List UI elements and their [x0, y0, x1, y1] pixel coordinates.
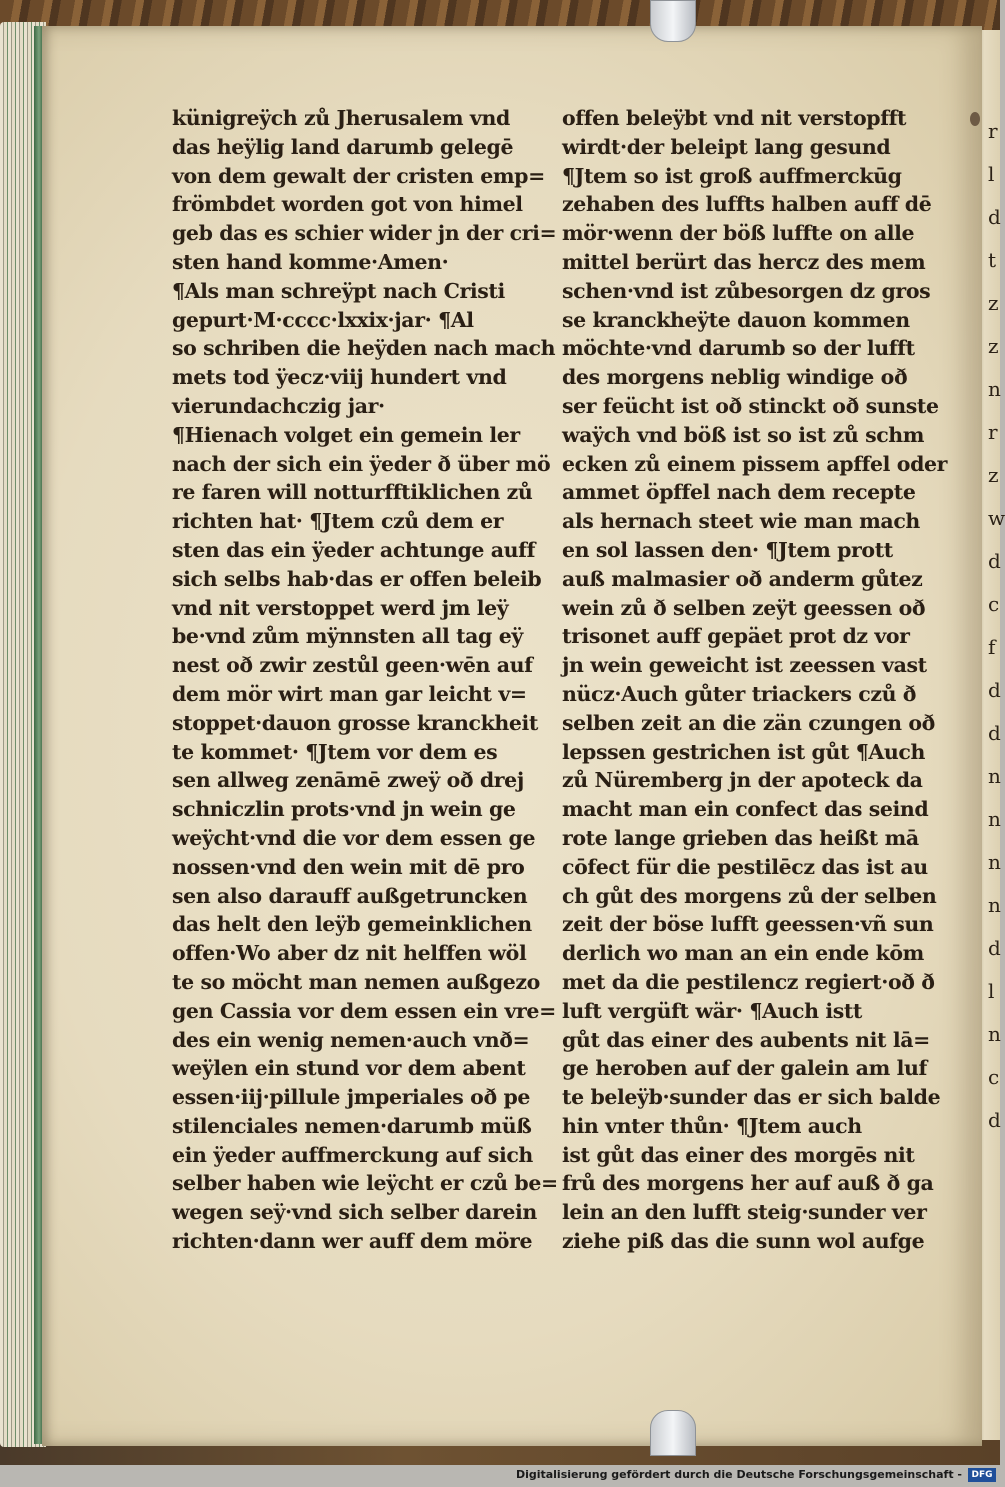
text-line: te kommet· ¶Jtem vor dem es — [172, 739, 498, 764]
text-line: des morgens neblig windige oð — [562, 365, 908, 390]
text-line: ziehe piß das die sunn wol aufge — [562, 1229, 925, 1254]
text-line: sen also darauff außgetruncken — [172, 883, 528, 908]
text-line: ¶Hienach volget ein gemein ler — [172, 422, 520, 447]
footer-bar — [0, 1465, 1000, 1487]
text-line: schen·vnd ist zůbesorgen dz gros — [562, 278, 931, 303]
text-line: wegen seÿ·vnd sich selber darein — [172, 1200, 537, 1225]
text-line: zů Nüremberg jn der apoteck da — [562, 768, 923, 793]
text-line: gůt das einer des aubents nit lā= — [562, 1027, 930, 1052]
text-line: künigreÿch zů Jherusalem vnd — [172, 106, 510, 130]
text-line: schniczlin prots·vnd jn wein ge — [172, 797, 516, 822]
text-line: en sol lassen den· ¶Jtem prott — [562, 537, 893, 562]
text-line: dem mör wirt man gar leicht v= — [172, 681, 527, 706]
text-line: weÿlen ein stund vor dem abent — [172, 1056, 526, 1081]
text-line: ¶Als man schreÿpt nach Cristi — [172, 278, 505, 303]
text-line: se kranckheÿte dauon kommen — [562, 307, 910, 332]
text-line: lepssen gestrichen ist gůt ¶Auch — [562, 739, 925, 764]
next-page-text: r l d t z z n r z w d c f d d n n n n d l n c d — [988, 119, 1005, 1132]
left-text-column — [172, 104, 558, 1256]
text-line: zehaben des luffts halben auff dē — [562, 192, 932, 217]
right-text-column — [562, 104, 948, 1256]
text-line: waÿch vnd böß ist so ist zů schm — [562, 422, 925, 447]
text-line: von dem gewalt der cristen emp= — [172, 163, 545, 188]
page-pin — [970, 112, 980, 126]
text-line: geb das es schier wider jn der cri= — [172, 221, 557, 246]
text-line: selben zeit an die zän czungen oð — [562, 710, 935, 735]
text-line: auß malmasier oð anderm gůtez — [562, 566, 923, 591]
text-line: essen·iij·pillule jmperiales oð pe — [172, 1085, 531, 1110]
text-line: mets tod ÿecz·viij hundert vnd — [172, 365, 507, 390]
text-line: sten das ein ÿeder achtunge auff — [172, 537, 536, 562]
text-line: ecken zů einem pissem apffel oder — [562, 451, 948, 476]
text-line: frömbdet worden got von himel — [172, 192, 523, 217]
text-line: sten hand komme·Amen· — [172, 249, 449, 274]
text-line: stilenciales nemen·darumb müß — [172, 1113, 532, 1138]
text-line: cōfect für die pestilēcz das ist au — [562, 854, 928, 879]
text-line: vierundachczig jar· — [172, 393, 385, 418]
text-line: ge heroben auf der galein am luf — [562, 1056, 927, 1081]
text-line: nücz·Auch gůter triackers czů ð — [562, 681, 917, 706]
text-line: sich selbs hab·das er offen beleib — [172, 566, 542, 591]
text-line: das helt den leÿb gemeinklichen — [172, 912, 532, 937]
text-line: lein an den lufft steig·sunder ver — [562, 1200, 927, 1225]
text-line: mör·wenn der böß luffte on alle — [562, 221, 915, 246]
text-line: vnd nit verstoppet werd jm leÿ — [172, 595, 509, 620]
text-line: derlich wo man an ein ende kōm — [562, 941, 924, 966]
text-line: richten hat· ¶Jtem czů dem er — [172, 509, 504, 534]
text-line: luft vergüft wär· ¶Auch istt — [562, 998, 862, 1023]
text-line: als hernach steet wie man mach — [562, 509, 920, 534]
text-line: stoppet·dauon grosse kranckheit — [172, 710, 538, 735]
text-line: des ein wenig nemen·auch vnð= — [172, 1027, 530, 1052]
text-line: gepurt·M·cccc·lxxix·jar· ¶Al — [172, 307, 474, 332]
text-line: offen·Wo aber dz nit helffen wöl — [172, 941, 527, 966]
text-line: be·vnd zům mÿnnsten all tag eÿ — [172, 624, 523, 649]
dfg-logo: DFG — [968, 1468, 996, 1482]
top-page-clip — [650, 0, 696, 42]
text-line: so schriben die heÿden nach mach — [172, 336, 556, 361]
text-line: wirdt·der beleipt lang gesund — [562, 134, 891, 159]
text-line: ¶Jtem so ist groß auffmerckūg — [562, 163, 902, 188]
text-line: mittel berürt das hercz des mem — [562, 249, 926, 274]
text-line: rote lange grieben das heißt mā — [562, 825, 919, 850]
bottom-page-clip — [650, 1410, 696, 1456]
text-line: ein ÿeder auffmerckung auf sich — [172, 1142, 533, 1167]
text-line: macht man ein confect das seind — [562, 797, 929, 822]
text-line: hin vnter thůn· ¶Jtem auch — [562, 1113, 862, 1138]
text-line: möchte·vnd darumb so der lufft — [562, 336, 915, 361]
text-line: te so möcht man nemen außgezo — [172, 969, 540, 994]
text-line: ser feücht ist oð stinckt oð sunste — [562, 393, 939, 418]
text-line: nach der sich ein ÿeder ð über mö — [172, 451, 551, 476]
text-line: wein zů ð selben zeÿt geessen oð — [562, 595, 926, 620]
text-line: selber haben wie leÿcht er czů be= — [172, 1171, 558, 1196]
text-line: ist gůt das einer des morgēs nit — [562, 1142, 915, 1167]
text-line: das heÿlig land darumb gelegē — [172, 134, 514, 159]
text-line: ch gůt des morgens zů der selben — [562, 883, 937, 908]
text-line: gen Cassia vor dem essen ein vre= — [172, 998, 556, 1023]
text-line: weÿcht·vnd die vor dem essen ge — [172, 825, 536, 850]
text-line: re faren will notturfftiklichen zů — [172, 480, 533, 505]
text-line: te beleÿb·sunder das er sich balde — [562, 1085, 941, 1110]
text-line: frů des morgens her auf auß ð ga — [562, 1171, 934, 1196]
text-line: sen allweg zenāmē zweÿ oð drej — [172, 768, 524, 793]
text-line: ammet öpffel nach dem recepte — [562, 480, 916, 505]
text-line: richten·dann wer auff dem möre — [172, 1229, 533, 1254]
text-line: nest oð zwir zestůl geen·wēn auf — [172, 653, 533, 678]
text-line: zeit der böse lufft geessen·vñ sun — [562, 912, 934, 937]
text-line: offen beleÿbt vnd nit verstopfft — [562, 106, 907, 130]
text-line: met da die pestilencz regiert·oð ð — [562, 969, 935, 994]
text-line: trisonet auff gepäet prot dz vor — [562, 624, 910, 649]
text-line: nossen·vnd den wein mit dē pro — [172, 854, 525, 879]
text-line: jn wein geweicht ist zeessen vast — [562, 653, 927, 678]
footer-credit: Digitalisierung gefördert durch die Deutsche Forschungsgemeinschaft - — [515, 1468, 962, 1481]
